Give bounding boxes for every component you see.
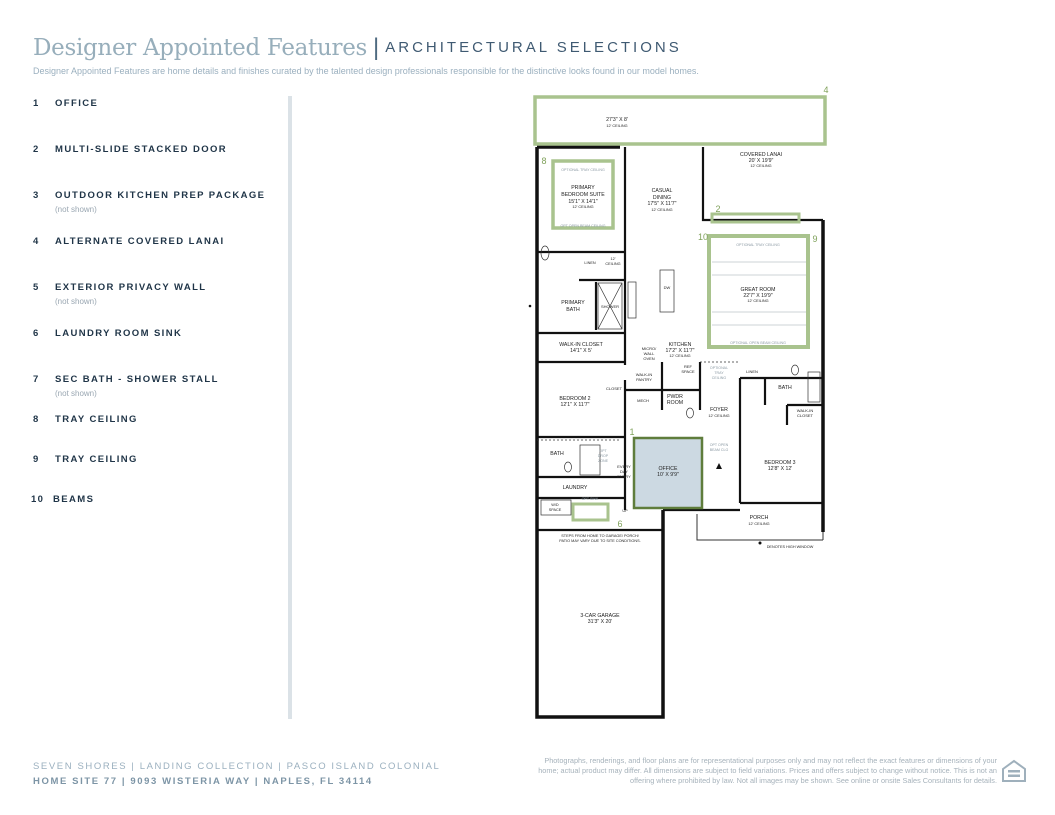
label: OPT OPEN [709,443,729,447]
callout-number: 6 [617,519,623,529]
feature-item [33,282,207,306]
page-subtitle: ARCHITECTURAL SELECTIONS [385,39,682,56]
label: 14'1" X 5' [570,348,592,354]
exterior-walls [537,147,823,717]
label: CEILING [605,262,621,266]
label: BEAM CLG [709,448,729,452]
laundry-sink-highlight [573,504,608,520]
label: EVERY [617,464,631,469]
label: OVEN [643,356,655,361]
label: 15'1" X 14'1" [568,199,598,205]
callout-number: 10 [697,232,709,242]
label: BEDROOM SUITE [561,192,605,198]
high-window-dot-icon [759,542,762,545]
label: FOYER [710,407,728,413]
label: DENOTES HIGH WINDOW [766,545,814,549]
label: BATH [550,451,564,457]
label: 20' X 19'9" [748,158,774,164]
label: 27'3" X 8' [606,117,628,123]
label: BATH [566,307,580,313]
feature-note: (not shown) [55,205,97,214]
label: 12' CEILING [651,208,673,212]
label: WALK-IN [635,372,653,377]
label: PRIMARY [561,300,585,306]
label: PATIO MAY VARY DUE TO SITE CONDITIONS. [559,539,641,543]
label: LINEN [746,369,758,374]
label: CLOSET [605,386,623,391]
entry-arrow-icon [716,463,722,469]
room-labels [549,117,814,625]
feature-item [33,98,98,109]
page-header [33,34,682,62]
feature-label: SEC BATH - SHOWER STALL [55,374,219,385]
label: 31'3" X 20' [587,619,613,625]
label: CASUAL [651,188,673,194]
footer-disclaimer: Photographs, renderings, and floor plans are for representational purposes only and may not reflect the exact features or dimensions of your home; actual product may differ. All dimensions are subject to field variations. Prices and offers subject to change without notice. This is not an offering where prohibited by law. Not all images may be shown. See online or onsite Sales Consultants for details. [538,756,997,785]
feature-item [33,374,219,398]
vertical-divider [288,96,292,719]
feature-label: OUTDOOR KITCHEN PREP PACKAGE [55,190,266,201]
callout-number: 1 [629,427,635,437]
label: SPACE [548,508,562,512]
feature-item [33,414,138,425]
label: OPT SINK [581,497,599,501]
label: LAUNDRY [562,485,588,491]
feature-item [33,236,225,247]
label: OPTIONAL TRAY CEILING [561,168,605,172]
feature-label: OFFICE [55,98,99,109]
label: BEDROOM 3 [764,460,796,466]
feature-number: 9 [33,454,40,465]
feature-label: EXTERIOR PRIVACY WALL [55,282,207,293]
label: GREAT ROOM [740,287,776,293]
label: 3-CAR GARAGE [580,613,620,619]
label: W/D [551,503,559,507]
label: 12'1" X 11'7" [560,402,590,408]
feature-number: 7 [33,374,40,385]
label: 12' CEILING [669,354,691,358]
footer-homesite: HOME SITE 77 | 9093 WISTERIA WAY | NAPLES, FL 34114 [33,776,373,787]
footer-address [33,759,440,789]
label: BEDROOM 2 [559,396,591,402]
label: SPACE [681,369,695,374]
feature-number: 2 [33,144,40,155]
feature-item [33,454,138,465]
label: MICRO/ [641,346,657,351]
label: REF [684,364,692,369]
feature-item [33,328,182,339]
label: 12' CEILING [748,522,770,526]
floor-plan [528,85,838,720]
label: TRAY [714,371,724,375]
feature-label: BEAMS [53,494,95,505]
title-divider: | [373,34,380,61]
feature-label: TRAY CEILING [55,414,138,425]
label: ZONE [598,459,608,463]
label: 12' CEILING [606,124,628,128]
label: 12' CEILING [708,414,730,418]
callout-number: 9 [812,234,818,244]
footer-community: SEVEN SHORES | LANDING COLLECTION | PASCO ISLAND COLONIAL [33,761,441,772]
feature-number: 3 [33,190,40,201]
stacked-door-highlight [712,214,799,222]
label: DINING [652,195,672,201]
label: ROOM [666,400,684,406]
label: WALL [643,351,655,356]
label: WALK-IN CLOSET [559,342,603,348]
callout-number: 4 [823,85,829,95]
feature-item [33,190,265,214]
label: MECH [637,398,649,403]
feature-label: ALTERNATE COVERED LANAI [55,236,225,247]
label: OPT [599,449,607,453]
label: 12' CEILING [750,164,772,168]
label: DROP [597,454,609,458]
label: WALK-IN [796,408,814,413]
feature-number: 4 [33,236,40,247]
label: STEPS FROM HOME TO GARAGE/ PORCH/ [561,534,639,538]
feature-number: 1 [33,98,40,109]
label: SHOWER [601,304,619,309]
label: PORCH [749,515,769,521]
feature-number: 5 [33,282,40,293]
label: 10' X 9'9" [657,472,679,478]
label: OPTIONAL [709,366,729,370]
feature-note: (not shown) [55,297,97,306]
label: OPT OPEN BEAM CEILING [560,224,606,228]
label: OPTIONAL OPEN BEAM CEILING [730,341,786,345]
label: PANTRY [636,377,652,382]
feature-number: 8 [33,414,40,425]
feature-label: LAUNDRY ROOM SINK [55,328,183,339]
page-description: Designer Appointed Features are home details and finishes curated by the talented design professionals responsible for the distinctive looks found in our model homes. [33,66,699,76]
label: UP [622,509,628,513]
label: 12'8" X 12' [767,466,793,472]
label: 12' [610,257,616,261]
feature-number: 6 [33,328,40,339]
label: 22'7" X 19'9" [743,293,773,299]
label: PRIMARY [571,185,595,191]
label: BATH [778,385,792,391]
callout-number: 2 [715,204,721,214]
label: 17'5" X 11'7" [647,201,677,207]
feature-label: TRAY CEILING [55,454,138,465]
label: OPTIONAL TRAY CEILING [736,243,780,247]
label: COVERED LANAI [739,152,783,158]
feature-item [33,144,227,155]
label: 17'2" X 11'7" [665,348,695,354]
callout-number: 8 [541,156,547,166]
feature-number: 10 [31,494,45,505]
label: CLOSET [796,413,814,418]
page-title: Designer Appointed Features [33,35,368,61]
label: LINEN [584,261,596,265]
label: 12' CEILING [747,299,769,303]
label: ENTRY [617,474,631,479]
label: CEILING [711,376,727,380]
label: DW [663,285,671,290]
alternate-lanai-highlight [535,97,825,144]
label: OFFICE [658,466,678,472]
label: DAY [620,469,628,474]
high-window-dot-icon [529,305,532,308]
label: 12' CEILING [572,205,594,209]
equal-housing-logo-icon [1001,758,1027,784]
feature-item [31,494,94,505]
label: PWDR [667,394,683,400]
feature-label: MULTI-SLIDE STACKED DOOR [55,144,228,155]
label: KITCHEN [668,342,692,348]
feature-note: (not shown) [55,389,97,398]
